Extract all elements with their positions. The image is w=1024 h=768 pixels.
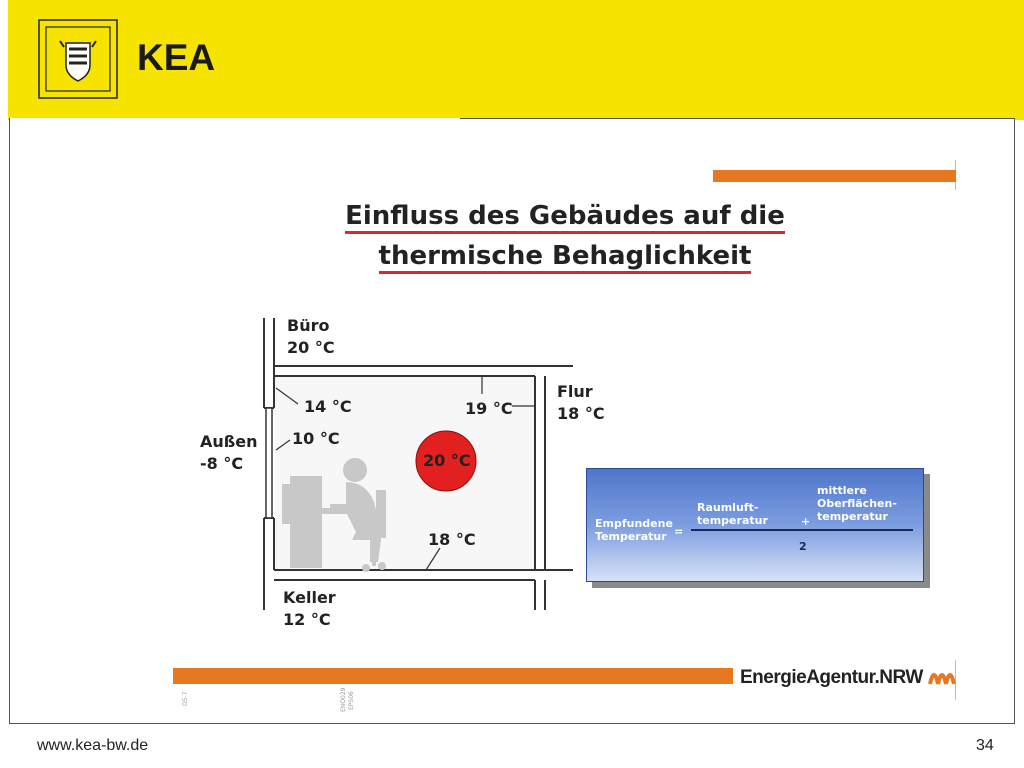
label-wall-10: 10 °C	[292, 429, 340, 448]
formula-equals: =	[674, 525, 684, 538]
kea-logo-text: KEA	[137, 37, 216, 78]
page-number: 34	[976, 737, 994, 754]
label-floor-18: 18 °C	[428, 530, 476, 549]
formula-denominator: 2	[799, 540, 807, 553]
label-buero: Büro 20 °C	[287, 316, 335, 357]
formula-left: Empfundene Temperatur	[595, 517, 673, 544]
label-wall-14: 14 °C	[304, 397, 352, 416]
label-keller: Keller 12 °C	[283, 588, 336, 629]
window	[266, 408, 272, 518]
energieagentur-wave-icon	[928, 664, 956, 686]
small-code-2: ENO029	[340, 687, 347, 712]
label-aussen: Außen -8 °C	[200, 432, 258, 473]
formula-plus: +	[801, 515, 811, 528]
formula-box	[586, 468, 924, 582]
title-line-2: thermische Behaglichkeit	[379, 241, 752, 274]
inner-wall	[535, 376, 545, 610]
fraction-bar	[691, 529, 913, 531]
label-center-20: 20 °C	[423, 451, 471, 470]
formula-numerator-2: mittlere Oberflächen- temperatur	[817, 484, 897, 524]
formula-numerator-1: Raumluft- temperatur	[697, 501, 768, 528]
small-code-3: EPS06	[348, 691, 355, 710]
label-flur: Flur 18 °C	[557, 382, 605, 423]
title-line-1: Einfluss des Gebäudes auf die	[345, 201, 785, 234]
label-ceiling-19: 19 °C	[465, 399, 513, 418]
energieagentur-logo	[740, 664, 956, 689]
small-code-1: D5-7	[182, 691, 189, 706]
footer-url[interactable]: www.kea-bw.de	[37, 737, 149, 754]
orange-accent-bar-bottom	[173, 668, 733, 684]
energieagentur-text: EnergieAgentur.NRW	[740, 667, 923, 688]
